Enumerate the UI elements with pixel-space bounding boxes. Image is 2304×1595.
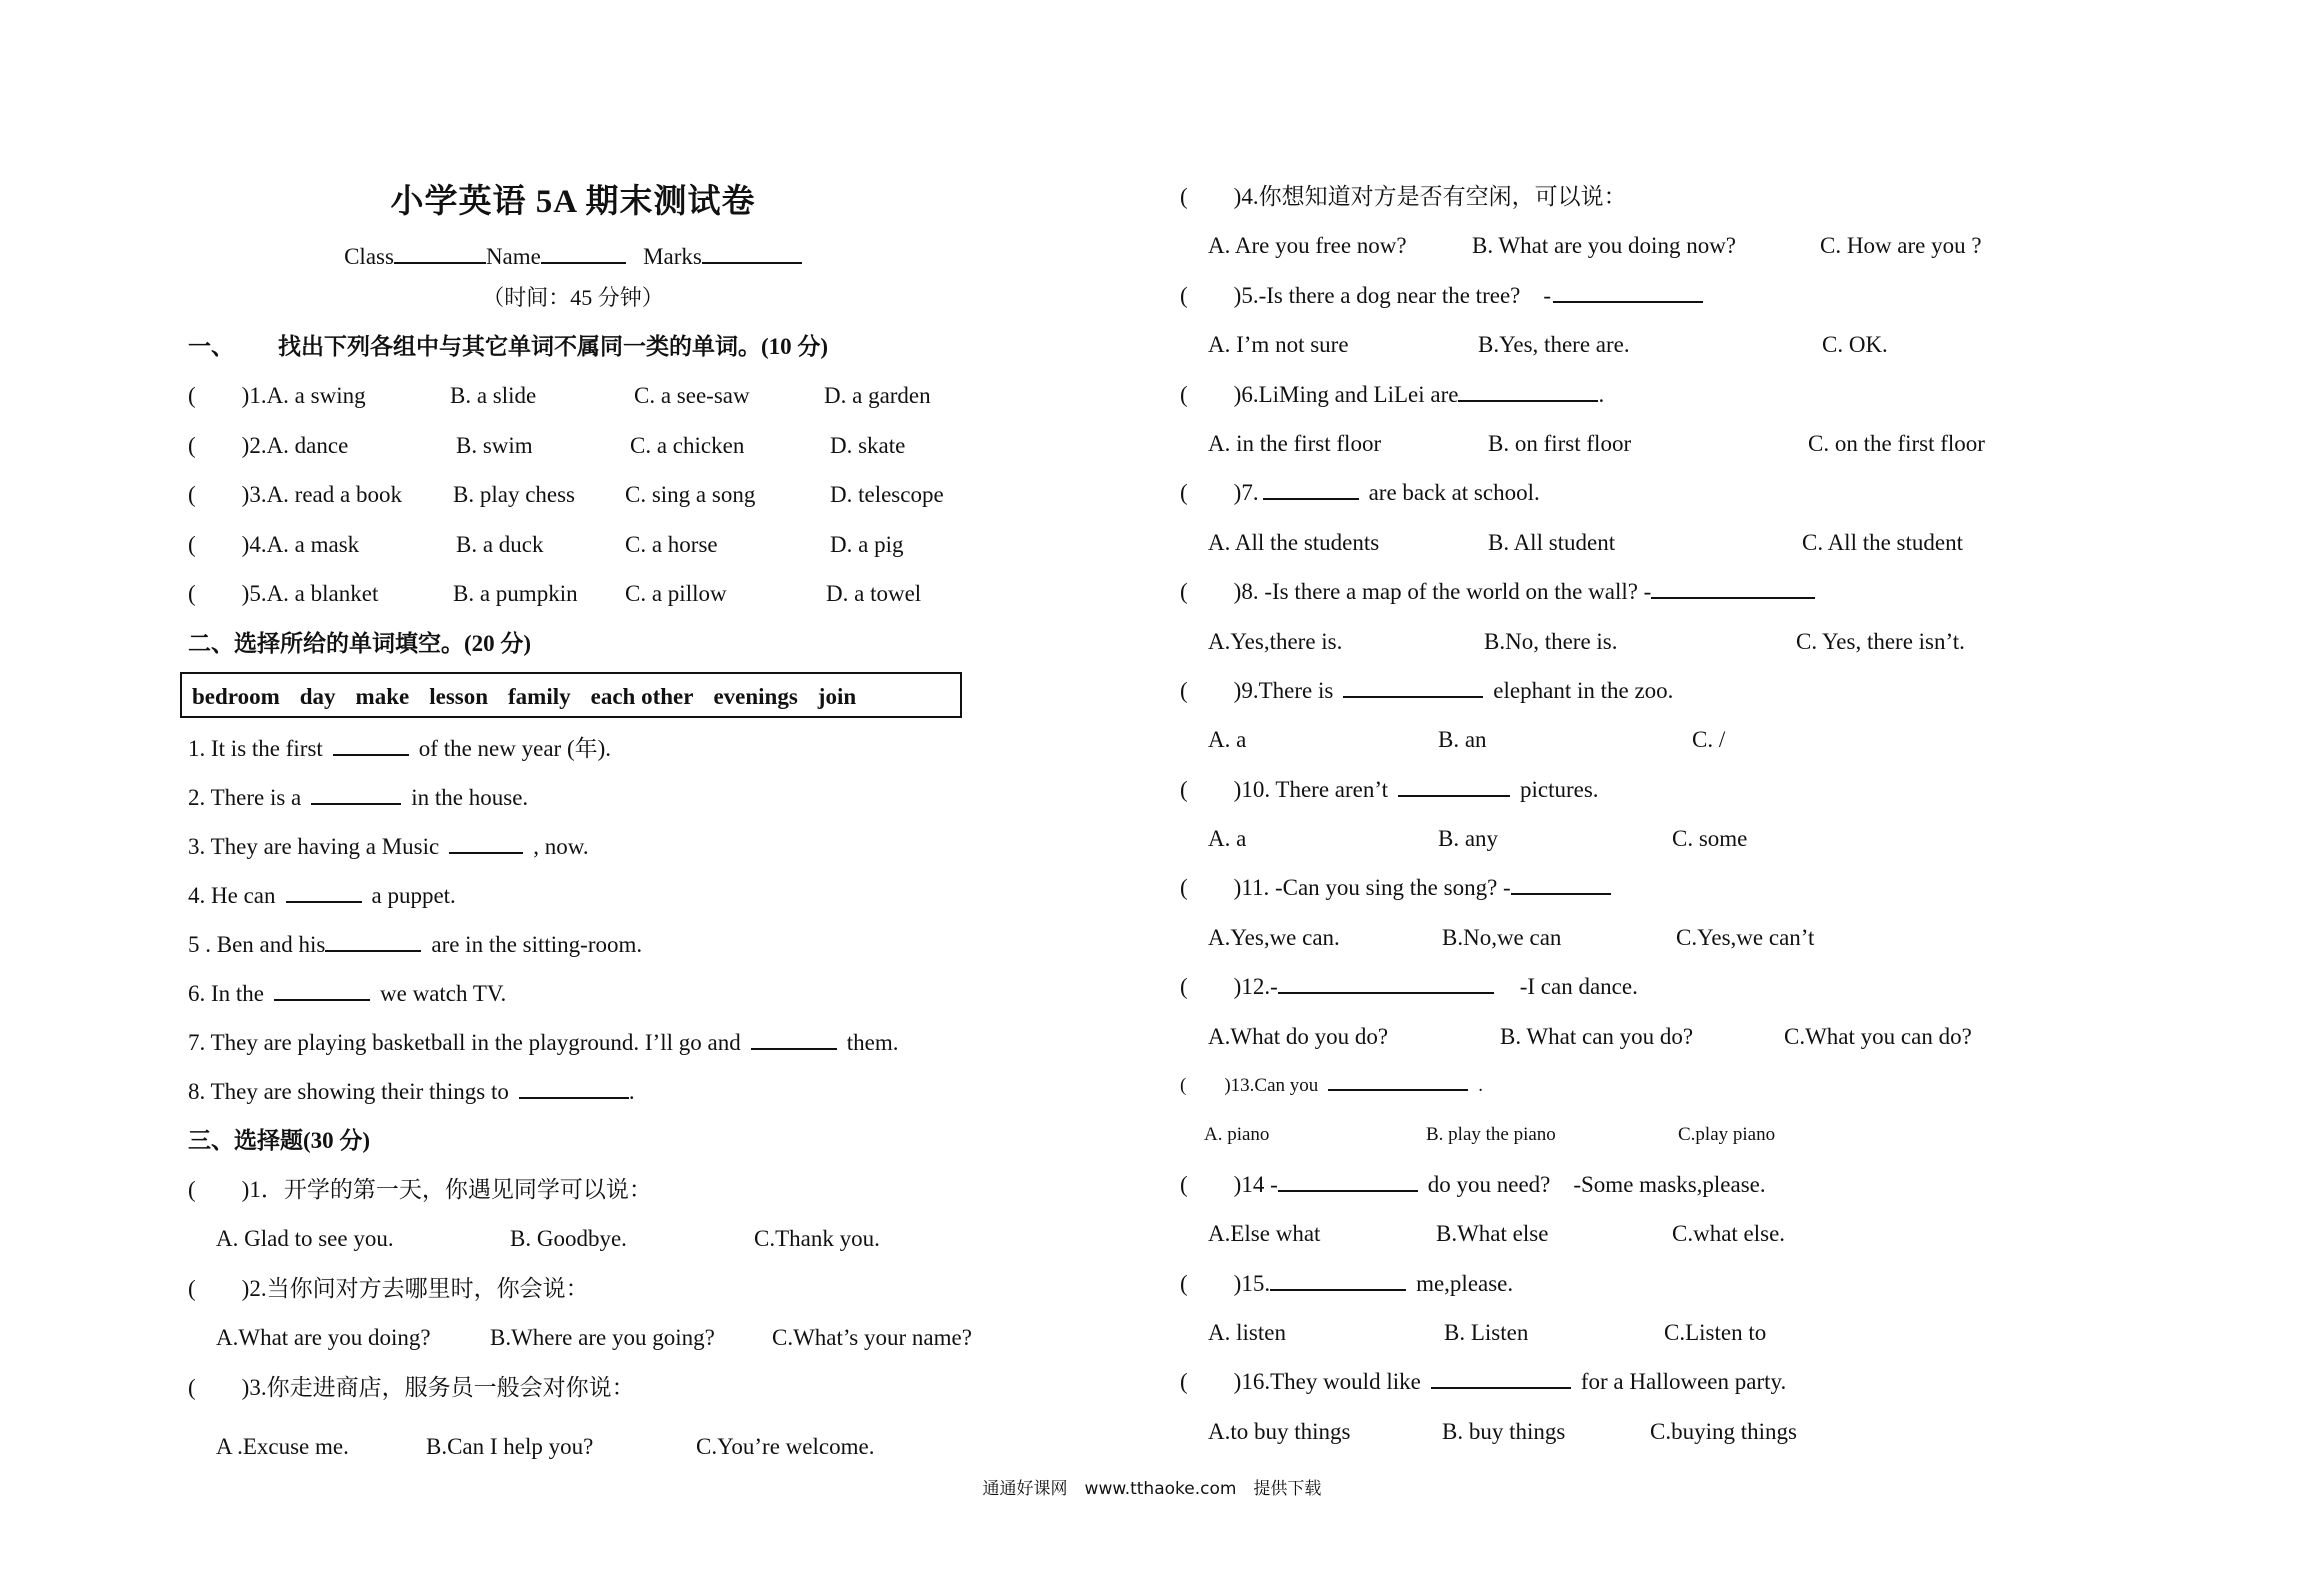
s3-q7-option-c: C. All the student	[1802, 529, 1963, 555]
s2-item	[188, 920, 988, 969]
s3-question-stem	[1180, 666, 2060, 715]
s3-options-row	[1180, 913, 2060, 962]
s1-q4-stem: ( )4.A. a mask	[188, 531, 360, 557]
answer-blank[interactable]	[1398, 775, 1510, 797]
s3-question-stem	[1180, 765, 2060, 814]
s3-options-row	[1180, 1110, 2060, 1159]
answer-blank[interactable]	[1431, 1367, 1571, 1389]
s3-q9-option-c: C. /	[1692, 727, 1726, 753]
s3-q4-option-a: A. Are you free now?	[1208, 233, 1407, 259]
s1-q1-option-b: B. a slide	[450, 383, 537, 408]
word-bank-item: make	[355, 683, 410, 709]
s3-question-stem	[1180, 468, 2060, 517]
s3-q14-option-a: A.Else what	[1208, 1221, 1321, 1247]
s3-options-row	[1180, 518, 2060, 567]
s3-options-row	[188, 1412, 988, 1472]
s3-question-stem	[1180, 962, 2060, 1011]
answer-blank[interactable]	[1651, 577, 1815, 599]
s1-q5-stem: ( )5.A. a blanket	[188, 581, 379, 606]
s1-q1-stem: ( )1.A. a swing	[188, 383, 366, 408]
s2-item-4-text: 4. He can	[188, 882, 276, 908]
answer-blank[interactable]	[1263, 478, 1359, 500]
answer-blank[interactable]	[1278, 1170, 1418, 1192]
s1-q3-option-d: D. telescope	[830, 482, 944, 507]
s3-question-stem	[1180, 271, 2060, 320]
s1-q3-option-b: B. play chess	[453, 482, 576, 507]
s3-q9-tail: elephant in the zoo.	[1493, 677, 1674, 703]
s3-q14-stem: ( )14 -	[1180, 1171, 1278, 1197]
s3-options-row	[1180, 1407, 2060, 1456]
s3-q16-option-b: B. buy things	[1442, 1418, 1566, 1444]
s2-item	[188, 724, 988, 773]
s3-q7-option-b: B. All student	[1488, 529, 1616, 555]
s1-q5-option-c: C. a pillow	[625, 581, 727, 606]
s3-q10-option-c: C. some	[1672, 826, 1748, 852]
s3-q4-option-c: C. How are you ?	[1820, 233, 1982, 259]
answer-blank[interactable]	[311, 783, 401, 805]
page-title: 小学英语 5A 期末测试卷	[390, 184, 756, 220]
section-1-title	[188, 322, 988, 371]
footer-credit: 通通好课网 www.tthaoke.com 提供下载	[982, 1479, 1322, 1499]
s3-q2-option-a: A.What are you doing?	[216, 1325, 431, 1350]
s3-q7-line	[1180, 468, 1540, 517]
s3-q4-stem: ( )4.你想知道对方是否有空闲，可以说：	[1180, 184, 1627, 209]
s3-options-row	[1180, 715, 2060, 764]
s3-q6-option-a: A. in the first floor	[1208, 430, 1382, 456]
class-blank	[394, 240, 486, 264]
s3-q1-option-a: A. Glad to see you.	[216, 1226, 394, 1251]
s3-q10-tail: pictures.	[1520, 776, 1599, 802]
s2-item-7-text: 7. They are playing basketball in the playground. I’ll go and	[188, 1029, 741, 1055]
s3-q7-option-a: A. All the students	[1208, 529, 1380, 555]
s3-options-row	[1180, 1308, 2060, 1357]
s3-q12-stem: ( )12.-	[1180, 974, 1278, 1000]
word-bank-box	[180, 672, 962, 718]
s3-options-row	[1180, 221, 2060, 270]
s3-question-stem	[1180, 370, 2060, 419]
s3-q16-option-a: A.to buy things	[1208, 1418, 1351, 1444]
s3-q11-stem: ( )11. -Can you sing the song? -	[1180, 875, 1511, 901]
s3-question-stem	[1180, 172, 2060, 221]
s3-q6-option-c: C. on the first floor	[1808, 430, 1985, 456]
s3-options-row	[1180, 419, 2060, 468]
word-bank-item: day	[299, 683, 336, 709]
s3-q4-option-b: B. What are you doing now?	[1472, 233, 1737, 259]
section-1-number: 一、	[188, 334, 234, 359]
s3-q3-option-b: B.Can I help you?	[426, 1434, 594, 1459]
s3-q10-line	[1180, 765, 1599, 814]
s3-q11-option-b: B.No,we can	[1442, 924, 1562, 950]
answer-blank[interactable]	[449, 832, 523, 854]
s3-q2-option-c: C.What’s your name?	[772, 1325, 972, 1350]
s3-q11-option-c: C.Yes,we can’t	[1676, 924, 1815, 950]
answer-blank[interactable]	[1511, 873, 1611, 895]
s1-q1-option-c: C. a see-saw	[634, 383, 750, 408]
answer-blank[interactable]	[1553, 281, 1703, 303]
s3-q2-option-b: B.Where are you going?	[490, 1325, 715, 1350]
s2-item-8-text: 8. They are showing their things to	[188, 1078, 509, 1104]
word-bank-item: lesson	[429, 683, 489, 709]
marks-label: Marks	[643, 244, 702, 269]
s3-q15-option-c: C.Listen to	[1664, 1319, 1767, 1345]
s3-q15-tail: me,please.	[1416, 1270, 1514, 1296]
s3-q6-tail: .	[1598, 381, 1605, 407]
s3-q9-option-a: A. a	[1208, 727, 1247, 753]
s3-q5-option-b: B.Yes, there are.	[1478, 332, 1630, 358]
s2-item-7-tail: them.	[846, 1029, 899, 1055]
s1-q2-option-b: B. swim	[456, 432, 533, 458]
s1-q3-option-c: C. sing a song	[625, 482, 756, 507]
s3-q5-stem: ( )5.-Is there a dog near the tree? -	[1180, 282, 1552, 308]
s3-q14-option-c: C.what else.	[1672, 1221, 1786, 1247]
s3-q7-tail: are back at school.	[1368, 480, 1540, 506]
s3-question-stem	[1180, 1061, 2060, 1110]
s3-q15-option-b: B. Listen	[1444, 1319, 1529, 1345]
s1-question-row	[188, 470, 988, 520]
left-column	[188, 175, 988, 1472]
s3-q14-line	[1180, 1160, 1766, 1209]
s3-q12-option-c: C.What you can do?	[1784, 1023, 1972, 1049]
word-bank-item: join	[817, 683, 857, 709]
answer-blank[interactable]	[325, 930, 421, 952]
s3-q16-tail: for a Halloween party.	[1580, 1369, 1787, 1395]
s1-q5-option-d: D. a towel	[826, 581, 922, 606]
s3-q9-option-b: B. an	[1438, 727, 1487, 753]
s2-item-3-tail: , now.	[533, 833, 589, 859]
word-bank-item: bedroom	[192, 683, 280, 709]
answer-blank[interactable]	[286, 881, 362, 903]
answer-blank[interactable]	[751, 1028, 837, 1050]
section-3-title: 三、选择题(30 分)	[188, 1127, 371, 1153]
s3-q13-tail: .	[1478, 1075, 1484, 1097]
s3-q3-option-c: C.You’re welcome.	[696, 1434, 875, 1459]
s3-options-row	[1180, 617, 2060, 666]
s3-options-row	[188, 1214, 988, 1264]
s3-q16-option-c: C.buying things	[1650, 1418, 1797, 1444]
s2-item-6-text: 6. In the	[188, 980, 265, 1006]
s3-q13-option-c: C.play piano	[1678, 1124, 1776, 1146]
s3-q13-stem: ( )13.Can you	[1180, 1075, 1319, 1097]
answer-blank[interactable]	[1328, 1069, 1468, 1091]
s3-q12-option-b: B. What can you do?	[1500, 1023, 1694, 1049]
s1-q5-option-b: B. a pumpkin	[453, 581, 578, 606]
section-1-heading: 找出下列各组中与其它单词不属同一类的单词。(10 分)	[278, 334, 829, 359]
s1-q2-option-d: D. skate	[830, 432, 906, 458]
s3-q16-stem: ( )16.They would like	[1180, 1369, 1421, 1395]
s3-options-row	[1180, 1012, 2060, 1061]
answer-blank[interactable]	[1278, 972, 1494, 994]
answer-blank[interactable]	[1458, 380, 1598, 402]
answer-blank[interactable]	[519, 1077, 629, 1099]
s3-q2-stem: ( )2.当你问对方去哪里时，你会说：	[188, 1275, 589, 1301]
s3-q5-option-c: C. OK.	[1822, 332, 1888, 358]
s3-q12-option-a: A.What do you do?	[1208, 1023, 1389, 1049]
s3-q11-line	[1180, 863, 1621, 912]
s2-item-1-tail: of the new year (年).	[418, 735, 612, 761]
s2-item-1-text: 1. It is the first	[188, 735, 323, 761]
s3-q8-option-b: B.No, there is.	[1484, 628, 1618, 654]
s1-question-row	[188, 520, 988, 570]
s3-question-stem	[1180, 863, 2060, 912]
s3-q8-stem: ( )8. -Is there a map of the world on the wall? -	[1180, 579, 1652, 605]
s3-q15-stem: ( )15.	[1180, 1270, 1271, 1296]
s3-q1-option-b: B. Goodbye.	[510, 1226, 627, 1251]
s3-q8-option-c: C. Yes, there isn’t.	[1796, 628, 1965, 654]
s3-q13-line	[1180, 1061, 1483, 1110]
s2-item-8-tail: .	[628, 1078, 635, 1104]
s2-item-2-text: 2. There is a	[188, 784, 302, 810]
s2-item	[188, 969, 988, 1018]
s3-q11-option-a: A.Yes,we can.	[1208, 924, 1340, 950]
s3-q10-option-b: B. any	[1438, 826, 1499, 852]
s1-question-row	[188, 421, 988, 471]
s1-q1-option-d: D. a garden	[824, 383, 931, 408]
s2-item	[188, 773, 988, 822]
s1-q3-stem: ( )3.A. read a book	[188, 482, 402, 507]
s3-q8-line	[1180, 567, 1825, 616]
s3-q16-line	[1180, 1357, 1786, 1406]
s3-q8-option-a: A.Yes,there is.	[1208, 628, 1343, 654]
s3-q6-stem: ( )6.LiMing and LiLei are	[1180, 381, 1459, 407]
s3-q14-tail: do you need? -Some masks,please.	[1427, 1171, 1766, 1197]
s3-options-row	[1180, 1209, 2060, 1258]
s3-q12-line	[1180, 962, 1638, 1011]
s2-item-5-text: 5 . Ben and his	[188, 931, 326, 957]
s3-q3-stem: ( )3.你走进商店，服务员一般会对你说：	[188, 1374, 635, 1400]
word-bank-item: each other	[590, 683, 694, 709]
s1-q2-option-c: C. a chicken	[630, 432, 745, 458]
s2-item	[188, 871, 988, 920]
s3-q13-option-a: A. piano	[1204, 1124, 1270, 1146]
s3-question-stem	[188, 1165, 988, 1215]
answer-blank[interactable]	[1270, 1269, 1406, 1291]
s1-question-row	[188, 569, 988, 619]
s2-item-2-tail: in the house.	[411, 784, 529, 810]
s3-q12-tail: -I can dance.	[1519, 974, 1638, 1000]
s1-q2-stem: ( )2.A. dance	[188, 432, 349, 458]
s3-q5-line	[1180, 271, 1713, 320]
s1-q4-option-d: D. a pig	[830, 531, 904, 557]
word-bank-item: evenings	[713, 683, 798, 709]
s3-question-stem	[1180, 567, 2060, 616]
s3-q10-stem: ( )10. There aren’t	[1180, 776, 1388, 802]
s3-q10-option-a: A. a	[1208, 826, 1247, 852]
s3-q9-stem: ( )9.There is	[1180, 677, 1334, 703]
s3-question-stem	[1180, 1357, 2060, 1406]
s1-question-row	[188, 371, 988, 421]
s2-item	[188, 1067, 988, 1116]
student-info-line	[188, 240, 958, 274]
s1-q4-option-b: B. a duck	[456, 531, 544, 557]
name-label: Name	[485, 244, 541, 269]
answer-blank[interactable]	[1343, 676, 1483, 698]
s3-q9-line	[1180, 666, 1673, 715]
s3-q6-option-b: B. on first floor	[1488, 430, 1632, 456]
section-2-title: 二、选择所给的单词填空。(20 分)	[188, 630, 532, 656]
s3-question-stem	[1180, 1160, 2060, 1209]
s2-item	[188, 822, 988, 871]
time-limit: （时间：45 分钟）	[482, 285, 664, 310]
s3-q15-line	[1180, 1259, 1513, 1308]
s3-q15-option-a: A. listen	[1208, 1319, 1286, 1345]
right-column	[1180, 172, 2060, 1456]
s3-options-row	[1180, 320, 2060, 369]
s3-q5-option-a: A. I’m not sure	[1208, 332, 1349, 358]
marks-blank	[702, 240, 802, 264]
s3-q6-line	[1180, 370, 1604, 419]
s3-question-stem	[188, 1264, 988, 1314]
s3-question-stem	[1180, 1259, 2060, 1308]
s3-options-row	[188, 1313, 988, 1363]
s3-q13-option-b: B. play the piano	[1426, 1124, 1556, 1146]
s3-q1-stem: ( )1．开学的第一天，你遇见同学可以说：	[188, 1176, 652, 1202]
class-label: Class	[344, 244, 394, 269]
s3-options-row	[1180, 814, 2060, 863]
s3-q7-stem: ( )7.	[1180, 480, 1259, 506]
word-bank-item: family	[508, 683, 571, 709]
s3-q1-option-c: C.Thank you.	[754, 1226, 880, 1251]
answer-blank[interactable]	[333, 734, 409, 756]
name-blank	[541, 240, 626, 264]
s2-item-5-tail: are in the sitting-room.	[431, 931, 643, 957]
s1-q4-option-c: C. a horse	[625, 531, 718, 557]
s2-item-3-text: 3. They are having a Music	[188, 833, 440, 859]
s2-item-4-tail: a puppet.	[371, 882, 456, 908]
s2-item	[188, 1018, 988, 1067]
answer-blank[interactable]	[274, 979, 370, 1001]
s2-item-6-tail: we watch TV.	[380, 980, 507, 1006]
s3-question-stem	[188, 1363, 988, 1413]
s3-q3-option-a: A .Excuse me.	[216, 1434, 349, 1459]
s3-q14-option-b: B.What else	[1436, 1221, 1549, 1247]
